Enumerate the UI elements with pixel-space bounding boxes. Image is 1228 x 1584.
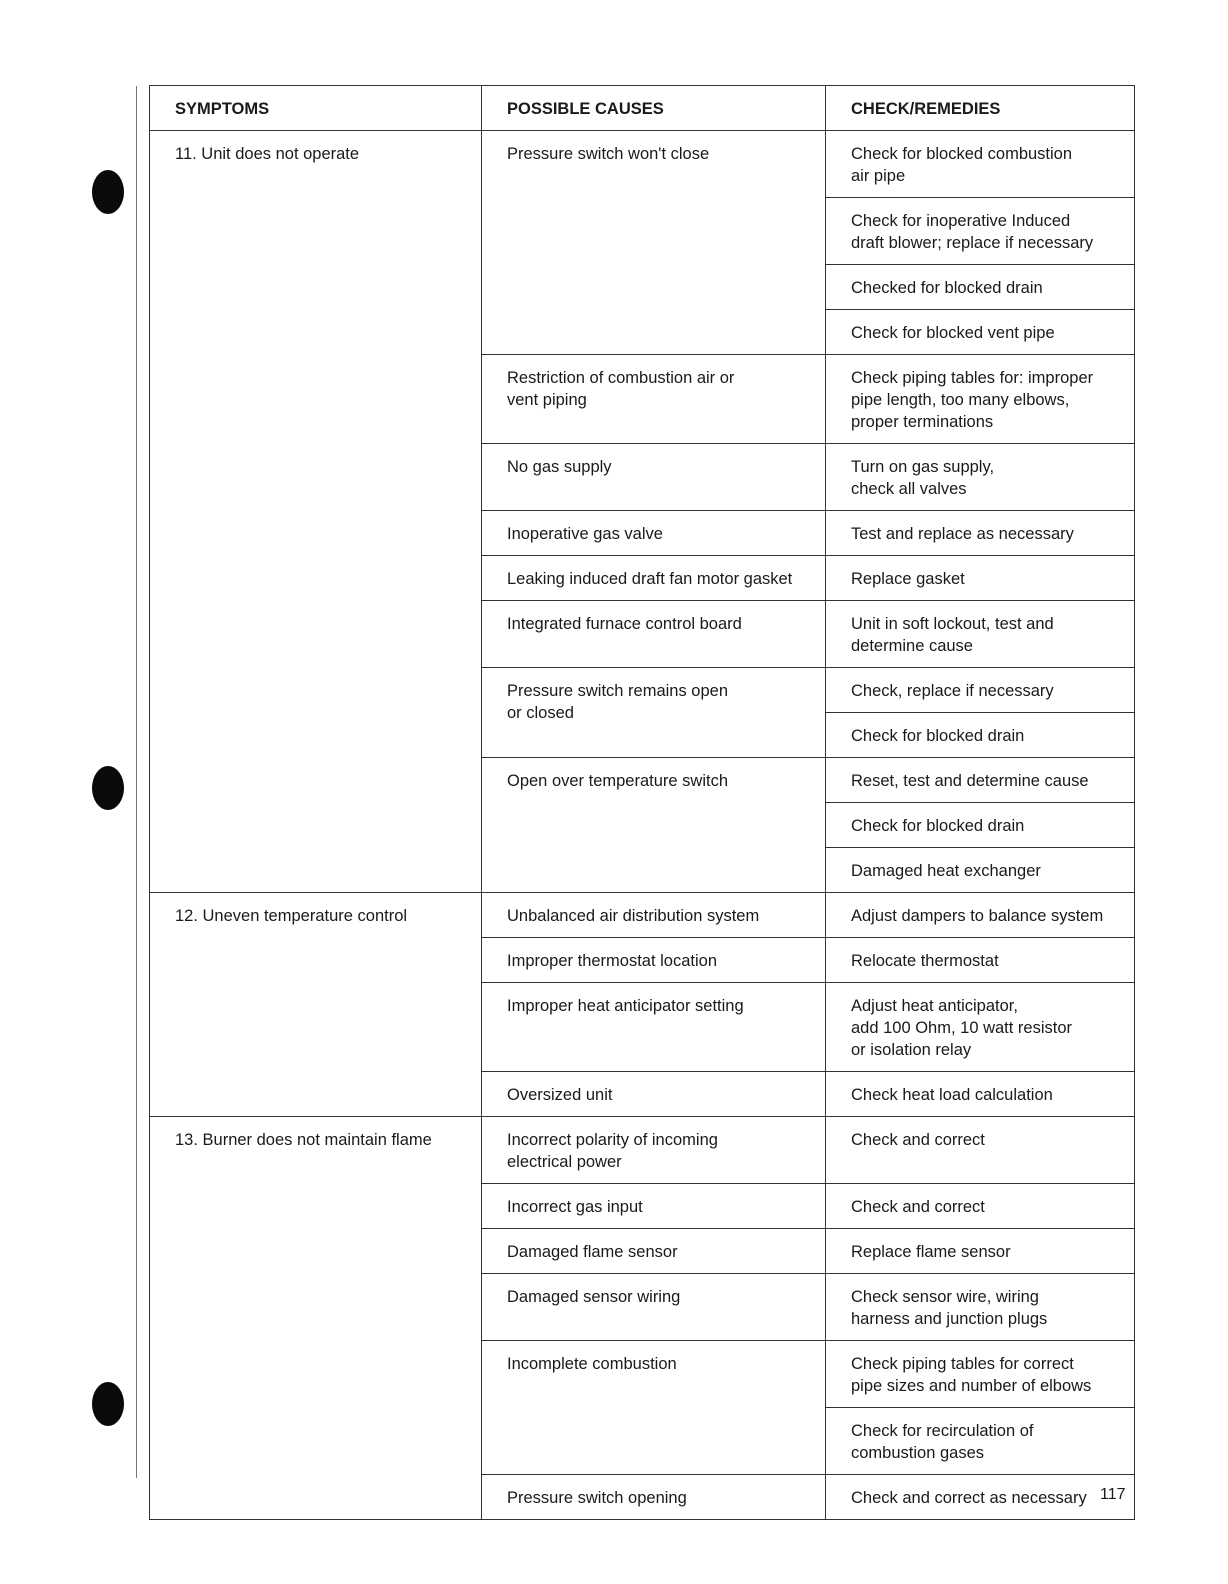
cause-cell: Pressure switch opening <box>482 1475 826 1520</box>
remedy-cell: Check and correct <box>826 1117 1135 1184</box>
remedy-cell: Check and correct <box>826 1184 1135 1229</box>
remedy-cell: Check and correct as necessary <box>826 1475 1135 1520</box>
remedy-cell: Replace flame sensor <box>826 1229 1135 1274</box>
cause-cell: Pressure switch remains open or closed <box>482 668 826 758</box>
cause-cell: Unbalanced air distribution system <box>482 893 826 938</box>
remedy-cell: Check for blocked drain <box>826 713 1135 758</box>
margin-rule <box>136 86 137 1478</box>
header-possible-causes: POSSIBLE CAUSES <box>482 86 826 131</box>
cause-cell: Restriction of combustion air or vent piping <box>482 355 826 444</box>
remedy-cell: Check for inoperative Induced draft blower; replace if necessary <box>826 198 1135 265</box>
binder-hole-middle <box>92 766 124 810</box>
binder-hole-bottom <box>92 1382 124 1426</box>
remedy-cell: Damaged heat exchanger <box>826 848 1135 893</box>
header-symptoms: SYMPTOMS <box>150 86 482 131</box>
cause-cell: Leaking induced draft fan motor gasket <box>482 556 826 601</box>
remedy-cell: Unit in soft lockout, test and determine cause <box>826 601 1135 668</box>
remedy-cell: Relocate thermostat <box>826 938 1135 983</box>
remedy-cell: Check piping tables for: improper pipe length, too many elbows, proper terminations <box>826 355 1135 444</box>
cause-cell: No gas supply <box>482 444 826 511</box>
symptom-cell: 12. Uneven temperature control <box>150 893 482 1117</box>
remedy-cell: Check piping tables for correct pipe sizes and number of elbows <box>826 1341 1135 1408</box>
cause-cell: Improper heat anticipator setting <box>482 983 826 1072</box>
cause-cell: Incomplete combustion <box>482 1341 826 1475</box>
table-row <box>150 131 1135 198</box>
symptom-cell: 13. Burner does not maintain flame <box>150 1117 482 1520</box>
remedy-cell: Adjust dampers to balance system <box>826 893 1135 938</box>
remedy-cell: Checked for blocked drain <box>826 265 1135 310</box>
header-check-remedies: CHECK/REMEDIES <box>826 86 1135 131</box>
table-row <box>150 1117 1135 1184</box>
remedy-cell: Turn on gas supply, check all valves <box>826 444 1135 511</box>
remedy-cell: Check heat load calculation <box>826 1072 1135 1117</box>
troubleshooting-table <box>149 85 1135 1520</box>
header-row <box>150 86 1135 131</box>
cause-cell: Incorrect gas input <box>482 1184 826 1229</box>
cause-cell: Damaged sensor wiring <box>482 1274 826 1341</box>
binder-hole-top <box>92 170 124 214</box>
remedy-cell: Check, replace if necessary <box>826 668 1135 713</box>
cause-cell: Integrated furnace control board <box>482 601 826 668</box>
cause-cell: Damaged flame sensor <box>482 1229 826 1274</box>
remedy-cell: Check for blocked drain <box>826 803 1135 848</box>
remedy-cell: Check sensor wire, wiring harness and junction plugs <box>826 1274 1135 1341</box>
cause-cell: Open over temperature switch <box>482 758 826 893</box>
remedy-cell: Check for recirculation of combustion gases <box>826 1408 1135 1475</box>
symptom-cell: 11. Unit does not operate <box>150 131 482 893</box>
remedy-cell: Check for blocked combustion air pipe <box>826 131 1135 198</box>
page-number: 117 <box>1100 1486 1126 1503</box>
cause-cell: Pressure switch won't close <box>482 131 826 355</box>
cause-cell: Oversized unit <box>482 1072 826 1117</box>
remedy-cell: Check for blocked vent pipe <box>826 310 1135 355</box>
cause-cell: Incorrect polarity of incoming electrical power <box>482 1117 826 1184</box>
remedy-cell: Adjust heat anticipator, add 100 Ohm, 10 watt resistor or isolation relay <box>826 983 1135 1072</box>
remedy-cell: Test and replace as necessary <box>826 511 1135 556</box>
remedy-cell: Replace gasket <box>826 556 1135 601</box>
table-row <box>150 893 1135 938</box>
cause-cell: Inoperative gas valve <box>482 511 826 556</box>
remedy-cell: Reset, test and determine cause <box>826 758 1135 803</box>
cause-cell: Improper thermostat location <box>482 938 826 983</box>
